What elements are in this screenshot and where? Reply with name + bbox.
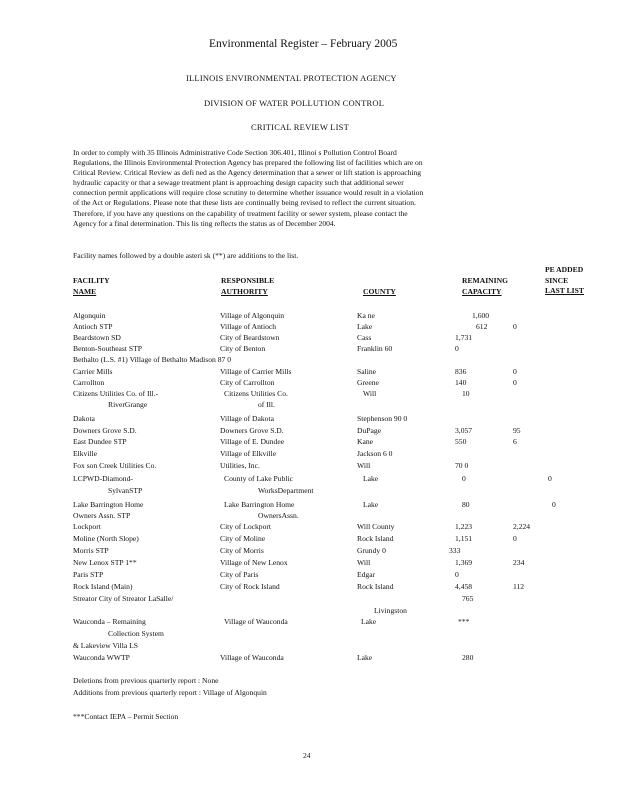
county-cell: Lake	[357, 653, 373, 662]
facility-cell: Lockport	[73, 522, 101, 531]
pe-added-cell: 0	[548, 474, 552, 483]
pe-added-cell: 234	[513, 558, 525, 567]
facility-cell: Antioch STP	[73, 322, 113, 331]
authority-cell: of Ill.	[258, 400, 275, 409]
county-cell: Lake	[357, 322, 373, 331]
intro-line: Regulations, the Illinois Environmental Protection Agency has prepared the following list of facilities which are on	[73, 158, 423, 168]
authority-cell: Village of New Lenox	[220, 558, 288, 567]
capacity-cell: 333	[449, 546, 461, 555]
county-cell: Will	[357, 461, 371, 470]
county-cell: Grundy 0	[357, 546, 386, 555]
county-cell: Will County	[357, 522, 395, 531]
facility-cell: New Lenox STP 1**	[73, 558, 137, 567]
county-cell: Greene	[357, 378, 379, 387]
authority-cell: City of Benton	[220, 344, 266, 353]
capacity-cell: 0	[455, 570, 459, 579]
facility-cell: Collection System	[108, 629, 164, 638]
authority-cell: City of Moline	[220, 534, 266, 543]
capacity-cell: 550	[455, 437, 467, 446]
pe-added-cell: 6	[513, 437, 517, 446]
column-header-capacity-line2: CAPACITY	[462, 286, 502, 296]
column-header-capacity-line1: REMAINING	[462, 276, 508, 285]
pe-added-cell: 2,224	[513, 522, 531, 531]
contact-line: ***Contact IEPA – Permit Section	[73, 712, 179, 721]
authority-cell: Downers Grove S.D.	[220, 426, 284, 435]
facility-cell: Algonquin	[73, 311, 106, 320]
authority-cell: Village of Elkville	[220, 449, 277, 458]
intro-line: In order to comply with 35 Illinois Administrative Code Section 306.401, Illinoi s Pollution Control Board	[73, 148, 397, 157]
capacity-cell: 612	[476, 322, 488, 331]
facility-cell: Carrier Mills	[73, 367, 113, 376]
authority-cell: Utilities, Inc.	[220, 461, 260, 470]
authority-cell: Village of Wauconda	[220, 653, 284, 662]
facility-cell: Lake Barrington Home	[73, 500, 144, 509]
intro-paragraph	[73, 148, 548, 229]
facility-cell: Benton-Southeast STP	[73, 344, 142, 353]
capacity-cell: 1,223	[455, 522, 473, 531]
pe-added-cell: 0	[513, 534, 517, 543]
column-header-pe-line1: PE ADDED	[545, 265, 584, 274]
agency-heading: ILLINOIS ENVIRONMENTAL PROTECTION AGENCY	[186, 73, 397, 83]
capacity-cell: 280	[462, 653, 474, 662]
authority-cell: Village of Dakota	[220, 414, 274, 423]
facility-cell: SylvanSTP	[108, 486, 143, 495]
authority-cell: Village of Antioch	[220, 322, 277, 331]
facility-cell: Rock Island (Main)	[73, 582, 133, 591]
county-cell: Will	[357, 558, 371, 567]
column-header-facility-line1: FACILITY	[73, 276, 110, 285]
capacity-cell: 1,151	[455, 534, 473, 543]
capacity-cell: 140	[455, 378, 467, 387]
column-header-authority-line1: RESPONSIBLE	[221, 276, 275, 285]
capacity-cell: 836	[455, 367, 467, 376]
page-title: Environmental Register – February 2005	[209, 38, 398, 50]
column-header-authority	[221, 276, 274, 297]
intro-line: Agency for a final determination. This lis ting reflects the status as of December 2004.	[73, 218, 336, 228]
facility-cell: Carrollton	[73, 378, 105, 387]
facility-cell: Wauconda – Remaining	[73, 617, 146, 626]
capacity-cell: 1,600	[472, 311, 490, 320]
column-header-authority-line2: AUTHORITY	[221, 286, 268, 296]
authority-cell: County of Lake Public	[224, 474, 293, 483]
facility-cell: Elkville	[73, 449, 98, 458]
authority-cell: Lake Barrington Home	[224, 500, 295, 509]
list-title: CRITICAL REVIEW LIST	[251, 122, 349, 132]
county-cell: Edgar	[357, 570, 376, 579]
pe-added-cell: 0	[513, 378, 517, 387]
facility-cell: Wauconda WWTP	[73, 653, 130, 662]
county-cell: Ka ne	[357, 311, 375, 320]
column-header-capacity	[462, 276, 508, 297]
facility-cell: Owners Assn. STP	[73, 511, 131, 520]
authority-cell: Citizens Utilities Co.	[224, 389, 288, 398]
facility-cell: Morris STP	[73, 546, 109, 555]
facility-cell: Paris STP	[73, 570, 104, 579]
capacity-cell: 765	[462, 594, 474, 603]
column-header-facility	[73, 276, 110, 297]
county-cell: Stephenson 90 0	[357, 414, 408, 423]
facility-cell: & Lakeview Villa LS	[73, 641, 138, 650]
capacity-cell: 70 0	[455, 461, 469, 470]
capacity-cell: 0	[462, 474, 466, 483]
county-cell: Rock Island	[357, 582, 394, 591]
pe-added-cell: 0	[513, 367, 517, 376]
column-header-pe-added	[545, 265, 584, 297]
pe-added-cell: 112	[513, 582, 525, 591]
additions-line: Additions from previous quarterly report : Village of Algonquin	[73, 688, 267, 697]
column-header-facility-line2: NAME	[73, 286, 97, 296]
county-cell: Kane	[357, 437, 374, 446]
facility-cell: Bethalto (L.S. #1) Village of Bethalto Madison 87 0	[73, 355, 232, 364]
authority-cell: City of Carrollton	[220, 378, 275, 387]
capacity-cell: 3,057	[455, 426, 473, 435]
authority-cell: City of Lockport	[220, 522, 272, 531]
facility-cell: Citizens Utilities Co. of Ill.-	[73, 389, 159, 398]
capacity-cell: 10	[462, 389, 470, 398]
authority-cell: City of Morris	[220, 546, 264, 555]
capacity-cell: ***	[458, 617, 470, 626]
authority-cell: Village of Algonquin	[220, 311, 285, 320]
facility-cell: LCPWD-Diamond-	[73, 474, 133, 483]
facility-cell: Fox son Creek Utilities Co.	[73, 461, 157, 470]
facility-cell: Streator City of Streator LaSalle/	[73, 594, 174, 603]
authority-cell: City of Beardstown	[220, 333, 280, 342]
facility-cell: Moline (North Slope)	[73, 534, 139, 543]
authority-cell: City of Rock Island	[220, 582, 280, 591]
capacity-cell: 80	[462, 500, 470, 509]
authority-cell: OwnersAssn.	[258, 511, 299, 520]
facility-cell: Dakota	[73, 414, 95, 423]
facility-cell: RiverGrange	[108, 400, 148, 409]
authority-cell: Village of Carrier Mills	[220, 367, 292, 376]
pe-added-cell: 95	[513, 426, 521, 435]
pe-added-cell: 0	[552, 500, 556, 509]
column-header-pe-line2: SINCE	[545, 275, 569, 285]
intro-line: Therefore, if you have any questions on the capability of treatment facility or sewer system, please contact the	[73, 208, 408, 218]
county-cell: Saline	[357, 367, 376, 376]
facility-cell: Beardstown SD	[73, 333, 121, 342]
county-cell: Jackson 6 0	[357, 449, 393, 458]
authority-cell: Village of Wauconda	[224, 617, 288, 626]
county-cell: Franklin 60	[357, 344, 393, 353]
county-cell: Will	[363, 389, 377, 398]
page-number: 24	[303, 751, 311, 760]
facility-cell: Downers Grove S.D.	[73, 426, 137, 435]
capacity-cell: 0	[455, 344, 459, 353]
county-cell: Rock Island	[357, 534, 394, 543]
column-header-pe-line3: LAST LIST	[545, 286, 584, 295]
county-cell: Lake	[363, 474, 379, 483]
column-header-county: COUNTY	[363, 287, 396, 296]
pe-added-cell: 0	[513, 322, 517, 331]
facility-cell: East Dundee STP	[73, 437, 127, 446]
authority-cell: Village of E. Dundee	[220, 437, 285, 446]
intro-line: hydraulic capacity or that a sewage treatment plant is approaching design capacity such that additional sewer	[73, 178, 404, 188]
division-heading: DIVISION OF WATER POLLUTION CONTROL	[204, 98, 385, 108]
county-cell: Cass	[357, 333, 372, 342]
authority-cell: WorksDepartment	[258, 486, 314, 495]
capacity-cell: 4,458	[455, 582, 473, 591]
intro-line: connection permit applications will require close scrutiny to determine whether issuance would result in a violation	[73, 188, 424, 198]
authority-cell: City of Paris	[220, 570, 259, 579]
county-cell: Lake	[363, 500, 379, 509]
county-cell: DuPage	[357, 426, 382, 435]
county-cell: Lake	[361, 617, 377, 626]
intro-line: of the Act or Regulations. Please note that these lists are continually being revised to reflect the current situation.	[73, 198, 416, 208]
capacity-cell: 1,369	[455, 558, 473, 567]
county-cell: Livingston	[374, 606, 407, 615]
capacity-cell: 1,731	[455, 333, 473, 342]
additions-note: Facility names followed by a double asteri sk (**) are additions to the list.	[73, 251, 299, 260]
deletions-line: Deletions from previous quarterly report : None	[73, 676, 219, 685]
intro-line: Critical Review. Critical Review as defi ned as the Agency determination that a sewer or lift station is approaching	[73, 168, 422, 178]
